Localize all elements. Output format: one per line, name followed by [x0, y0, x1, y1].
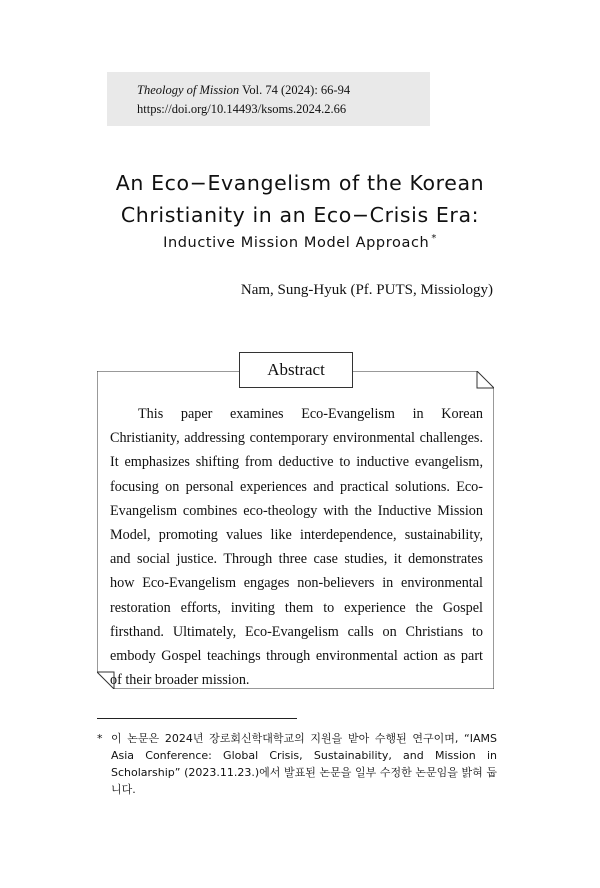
journal-name: Theology of Mission	[137, 83, 240, 97]
paper-subtitle	[0, 233, 600, 251]
doi-link[interactable]: https://doi.org/10.14493/ksoms.2024.2.66	[137, 102, 347, 116]
journal-citation	[137, 82, 350, 98]
journal-header-box	[107, 72, 430, 126]
author-line: Nam, Sung-Hyuk (Pf. PUTS, Missiology)	[240, 282, 493, 298]
paper-title-line1: An Eco−Evangelism of the Korean	[115, 171, 485, 195]
footnote-mark: *	[97, 732, 103, 745]
paper-title-line2: Christianity in an Eco−Crisis Era:	[120, 203, 480, 227]
subtitle-text: Inductive Mission Model Approach	[163, 235, 430, 251]
volume-info: Vol. 74 (2024): 66-94	[242, 83, 351, 97]
abstract-body	[110, 402, 483, 692]
footnote-divider	[97, 718, 297, 719]
abstract-paragraph: This paper examines Eco-Evangelism in Korean Christianity, addressing contemporary environmental challenges. It emphasizes shifting from deductive to inductive evangelism, focusing on personal experiences and practical solutions. Eco-Evangelism combines eco-theology with the Inductive Mission Model, promoting values like interdependence, sustainability, and social justice. Through three case studies, it demonstrates how Eco-Evangelism engages non-believers in environmental restoration efforts, inviting them to experience the Gospel firsthand. Ultimately, Eco-Evangelism calls on Christians to embody Gospel teachings through environmental action as part of their broader mission.	[110, 406, 483, 689]
footnote-text: 이 논문은 2024년 장로회신학대학교의 지원을 받아 수행된 연구이며, “IAMS Asia Conference: Global Crisis, Sustainability, and Mission in Scholarship” (2023.11.23.)에서 발표된 논문을 일부 수정한 논문임을 밝혀 둡니다.	[111, 732, 497, 796]
abstract-heading: Abstract	[239, 352, 353, 388]
footnote-reference-mark[interactable]: *	[431, 233, 437, 244]
footnote	[97, 730, 497, 798]
